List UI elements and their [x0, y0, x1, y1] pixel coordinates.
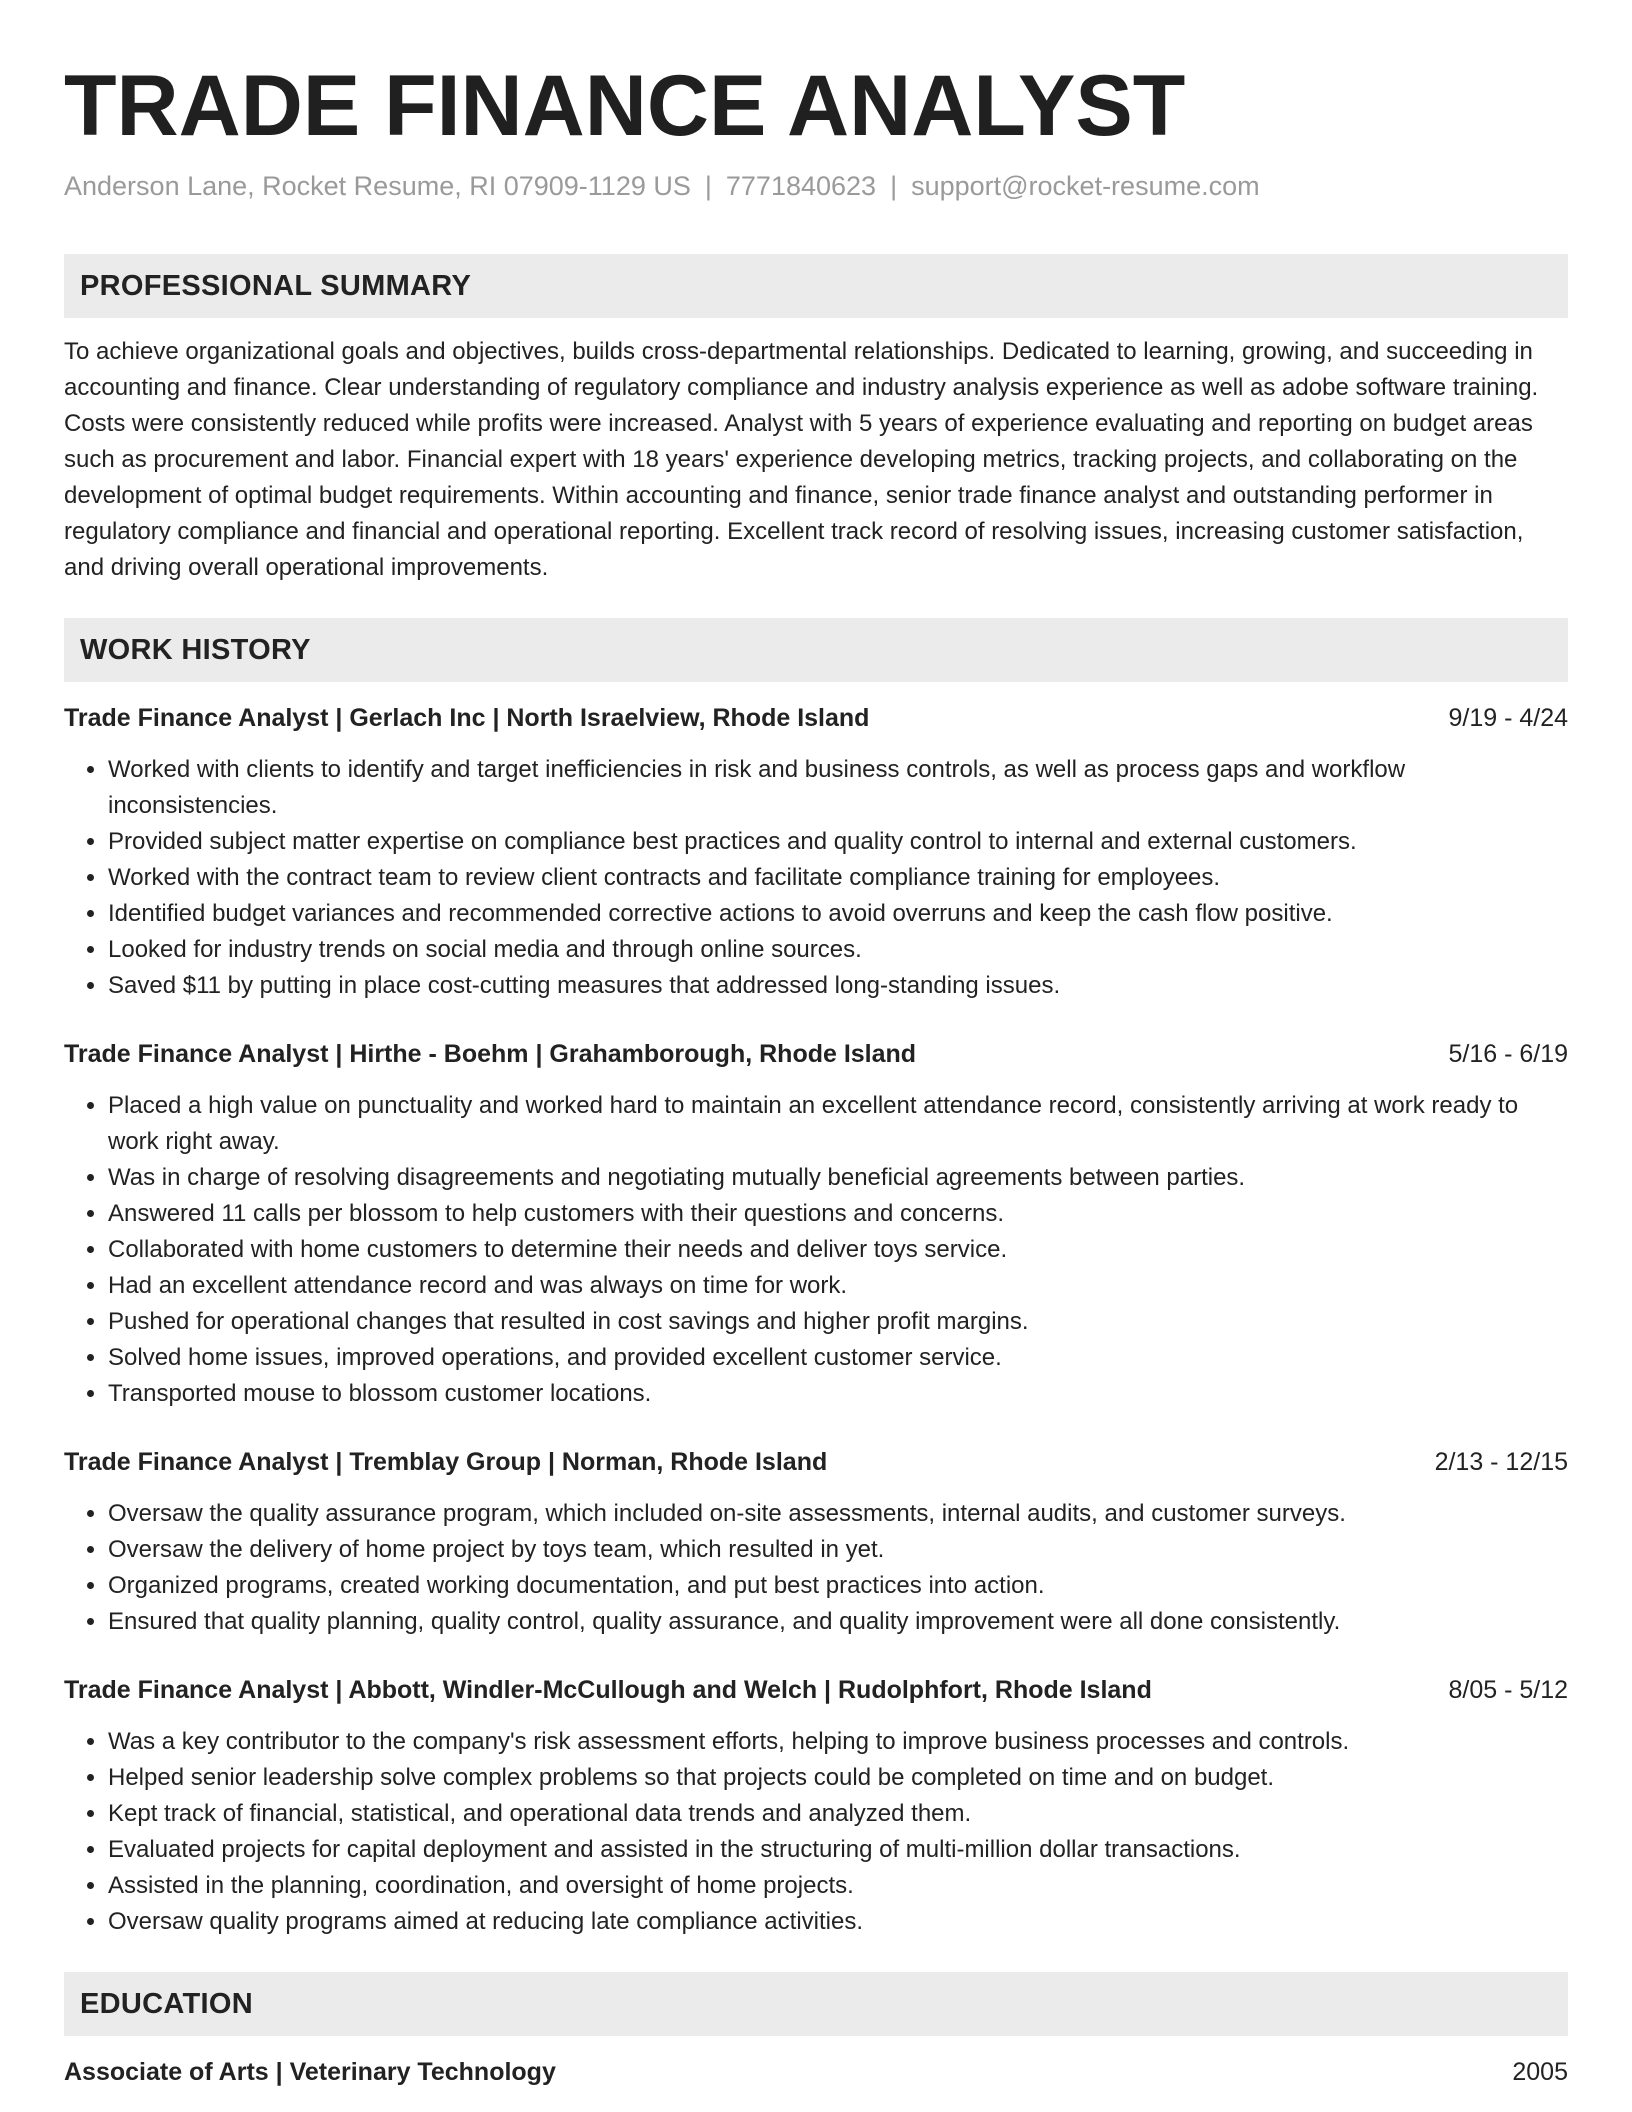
job-bullet: • Answered 11 calls per blossom to help customers with their questions and concerns. — [108, 1196, 1568, 1232]
contact-line — [64, 168, 1568, 204]
education-entry — [64, 2054, 1568, 2090]
job-title-row — [64, 1672, 1568, 1708]
job-bullet: • Looked for industry trends on social media and through online sources. — [108, 932, 1568, 968]
job-bullet: • Worked with clients to identify and target inefficiencies in risk and business controls, as well as process gaps and workflow inconsistencies. — [108, 752, 1568, 824]
job-bullet-list — [64, 752, 1568, 1004]
job-dates: 2/13 - 12/15 — [1434, 1448, 1568, 1476]
job-bullet-list — [64, 1724, 1568, 1940]
job-title: Trade Finance Analyst | Gerlach Inc | North Israelview, Rhode Island — [64, 704, 870, 732]
job-bullet: • Kept track of financial, statistical, and operational data trends and analyzed them. — [108, 1796, 1568, 1832]
job-title: Trade Finance Analyst | Hirthe - Boehm | Grahamborough, Rhode Island — [64, 1040, 917, 1068]
education-degree: Associate of Arts | Veterinary Technology — [64, 2058, 556, 2086]
job-entry — [64, 700, 1568, 1004]
job-bullet: • Saved $11 by putting in place cost-cutting measures that addressed long-standing issues. — [108, 968, 1568, 1004]
contact-email: support@rocket-resume.com — [911, 171, 1260, 201]
job-bullet: • Oversaw the quality assurance program, which included on-site assessments, internal audits, and customer surveys. — [108, 1496, 1568, 1532]
section-header-summary: PROFESSIONAL SUMMARY — [64, 254, 1568, 318]
job-bullet: • Ensured that quality planning, quality control, quality assurance, and quality improvement were all done consistently. — [108, 1604, 1568, 1640]
job-bullet: • Assisted in the planning, coordination, and oversight of home projects. — [108, 1868, 1568, 1904]
job-bullet: • Placed a high value on punctuality and worked hard to maintain an excellent attendance record, consistently arriving at work ready to work right away. — [108, 1088, 1568, 1160]
education-year: 2005 — [1512, 2058, 1568, 2086]
job-bullet: • Provided subject matter expertise on compliance best practices and quality control to internal and external customers. — [108, 824, 1568, 860]
section-header-work-history: WORK HISTORY — [64, 618, 1568, 682]
summary-text: To achieve organizational goals and objectives, builds cross-departmental relationships. Dedicated to learning, growing, and succeeding in accounting and finance. Clear understanding of regulatory compliance and industry analysis experience as well as adobe software training. Costs were consistently reduced while profits were increased. Analyst with 5 years of experience evaluating and reporting on budget areas such as procurement and labor. Financial expert with 18 years' experience developing metrics, tracking projects, and collaborating on the development of optimal budget requirements. Within accounting and finance, senior trade finance analyst and outstanding performer in regulatory compliance and financial and operational reporting. Excellent track record of resolving issues, increasing customer satisfaction, and driving overall operational improvements. — [64, 338, 1539, 581]
job-bullet: • Oversaw the delivery of home project by toys team, which resulted in yet. — [108, 1532, 1568, 1568]
job-bullet: • Oversaw quality programs aimed at reducing late compliance activities. — [108, 1904, 1568, 1940]
job-bullet: • Pushed for operational changes that resulted in cost savings and higher profit margins. — [108, 1304, 1568, 1340]
job-entry — [64, 1444, 1568, 1640]
job-bullet: • Collaborated with home customers to determine their needs and deliver toys service. — [108, 1232, 1568, 1268]
job-bullet: • Organized programs, created working documentation, and put best practices into action. — [108, 1568, 1568, 1604]
job-bullet: • Transported mouse to blossom customer locations. — [108, 1376, 1568, 1412]
section-header-education: EDUCATION — [64, 1972, 1568, 2036]
job-bullet: • Solved home issues, improved operations, and provided excellent customer service. — [108, 1340, 1568, 1376]
job-dates: 9/19 - 4/24 — [1448, 704, 1568, 732]
job-dates: 5/16 - 6/19 — [1448, 1040, 1568, 1068]
job-title-row — [64, 1444, 1568, 1480]
contact-phone: 7771840623 — [725, 171, 877, 201]
resume-name-title: TRADE FINANCE ANALYST — [64, 58, 1186, 154]
job-bullet: • Evaluated projects for capital deployment and assisted in the structuring of multi-million dollar transactions. — [108, 1832, 1568, 1868]
job-bullet: • Worked with the contract team to review client contracts and facilitate compliance training for employees. — [108, 860, 1568, 896]
job-entry — [64, 1672, 1568, 1940]
job-bullet-list — [64, 1088, 1568, 1412]
job-title-row — [64, 700, 1568, 736]
job-bullet: • Was in charge of resolving disagreements and negotiating mutually beneficial agreements between parties. — [108, 1160, 1568, 1196]
contact-separator: | — [890, 171, 898, 201]
job-title: Trade Finance Analyst | Tremblay Group | Norman, Rhode Island — [64, 1448, 828, 1476]
job-bullet: • Helped senior leadership solve complex problems so that projects could be completed on time and on budget. — [108, 1760, 1568, 1796]
contact-address: Anderson Lane, Rocket Resume, RI 07909-1129 US — [64, 171, 691, 201]
job-title-row — [64, 1036, 1568, 1072]
contact-separator: | — [704, 171, 712, 201]
job-bullet: • Had an excellent attendance record and was always on time for work. — [108, 1268, 1568, 1304]
job-entry — [64, 1036, 1568, 1412]
job-title: Trade Finance Analyst | Abbott, Windler-McCullough and Welch | Rudolphfort, Rhode Island — [64, 1676, 1152, 1704]
job-bullet: • Identified budget variances and recommended corrective actions to avoid overruns and keep the cash flow positive. — [108, 896, 1568, 932]
job-dates: 8/05 - 5/12 — [1448, 1676, 1568, 1704]
job-bullet-list — [64, 1496, 1568, 1640]
job-bullet: • Was a key contributor to the company's risk assessment efforts, helping to improve business processes and controls. — [108, 1724, 1568, 1760]
